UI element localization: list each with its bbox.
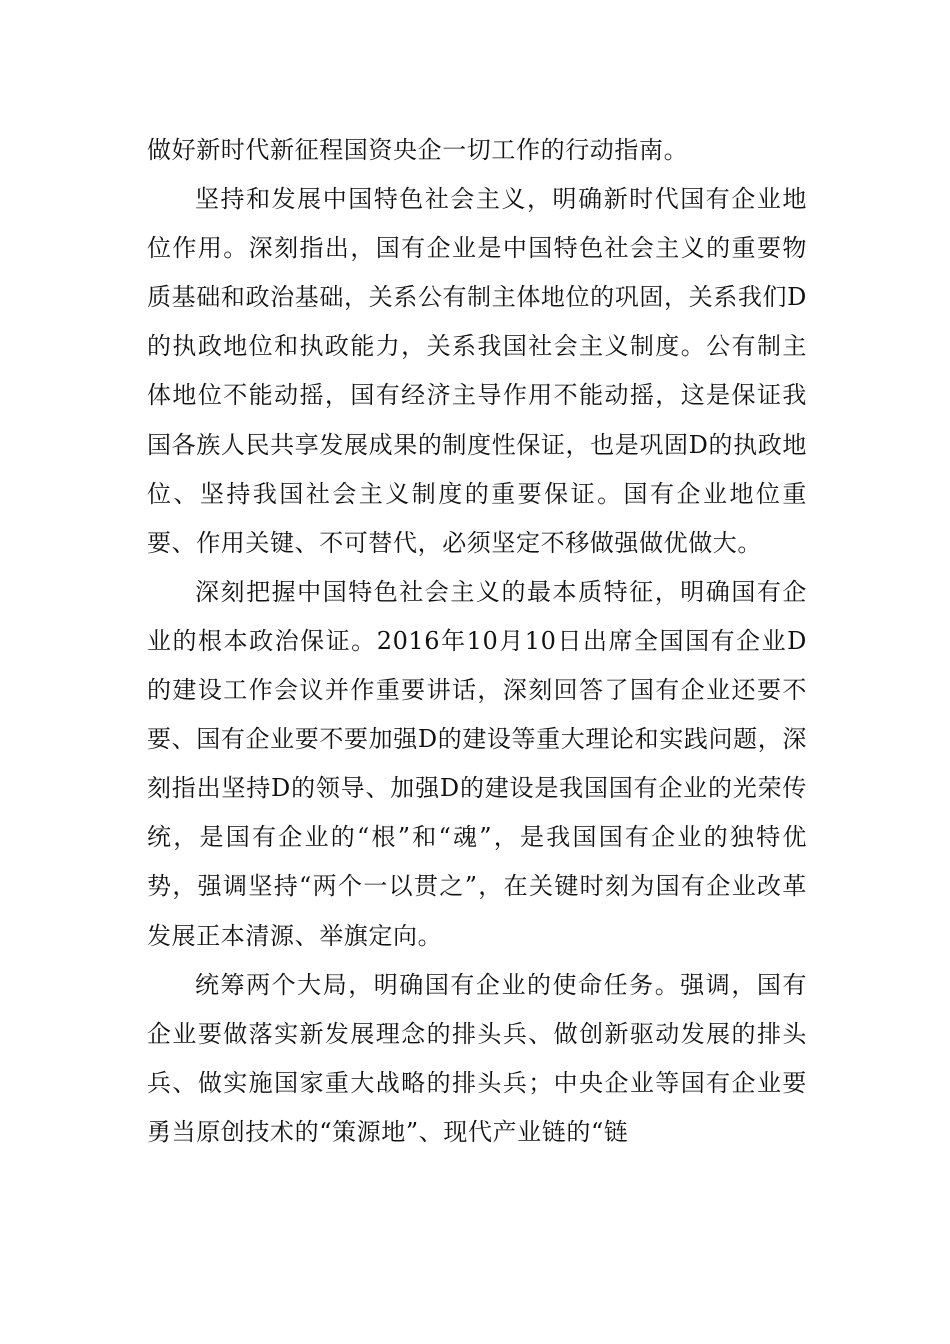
document-body — [147, 126, 807, 1157]
paragraph-mission-tasks: 统筹两个大局，明确国有企业的使命任务。强调，国有企业要做落实新发展理念的排头兵、做创新驱动发展的排头兵、做实施国家重大战略的排头兵；中央企业等国有企业要勇当原创技术的“策源地”、现代产业链的“链 — [147, 970, 807, 1146]
paragraph-political-guarantee: 深刻把握中国特色社会主义的最本质特征，明确国有企业的根本政治保证。2016年10月10日出席全国国有企业D的建设工作会议并作重要讲话，深刻回答了国有企业还要不要、国有企业要不要加强D的建设等重大理论和实践问题，深刻指出坚持D的领导、加强D的建设是我国国有企业的光荣传统，是国有企业的“根”和“魂”，是我国国有企业的独特优势，强调坚持“两个一以贯之”，在关键时刻为国有企业改革发展正本清源、举旗定向。 — [147, 577, 807, 950]
paragraph-continuation: 做好新时代新征程国资央企一切工作的行动指南。 — [147, 136, 689, 164]
paragraph-state-enterprise-role: 坚持和发展中国特色社会主义，明确新时代国有企业地位作用。深刻指出，国有企业是中国特色社会主义的重要物质基础和政治基础，关系公有制主体地位的巩固，关系我们D的执政地位和执政能力，关系我国社会主义制度。公有制主体地位不能动摇，国有经济主导作用不能动摇，这是保证我国各族人民共享发展成果的制度性保证，也是巩固D的执政地位、坚持我国社会主义制度的重要保证。国有企业地位重要、作用关键、不可替代，必须坚定不移做强做优做大。 — [147, 185, 807, 557]
